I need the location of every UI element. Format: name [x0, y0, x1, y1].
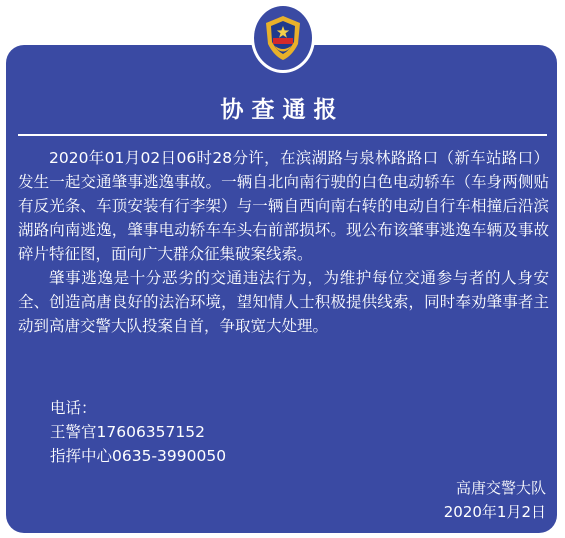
notice-paragraph: 2020年01月02日06时28分许，在滨湖路与泉林路路口（新车站路口）发生一起交通肇事逃逸事故。一辆自北向南行驶的白色电动轿车（车身两侧贴有反光条、车顶安装有行李架）与一辆自西向南右转的电动自行车相撞后沿滨湖路向南逃逸，肇事电动轿车车头右前部损坏。现公布该肇事逃逸车辆及事故碎片特征图，面向广大群众征集破案线索。	[18, 149, 549, 263]
notice-body	[18, 146, 549, 338]
title-divider	[18, 134, 547, 136]
police-emblem-icon	[262, 14, 304, 62]
signature-date: 2020年1月2日	[443, 503, 546, 521]
notice-title: 协查通报	[220, 97, 345, 123]
police-emblem	[251, 3, 315, 73]
signature-org: 高唐交警大队	[455, 479, 546, 497]
contact-center: 指挥中心0635-3990050	[50, 447, 227, 465]
notice-paragraph: 肇事逃逸是十分恶劣的交通违法行为，为维护每位交通参与者的人身安全、创造高唐良好的法治环境，望知情人士积极提供线索，同时奉劝肇事者主动到高唐交警大队投案自首，争取宽大处理。	[18, 269, 549, 335]
contact-label: 电话：	[50, 399, 97, 417]
contact-officer: 王警官17606357152	[50, 423, 205, 441]
